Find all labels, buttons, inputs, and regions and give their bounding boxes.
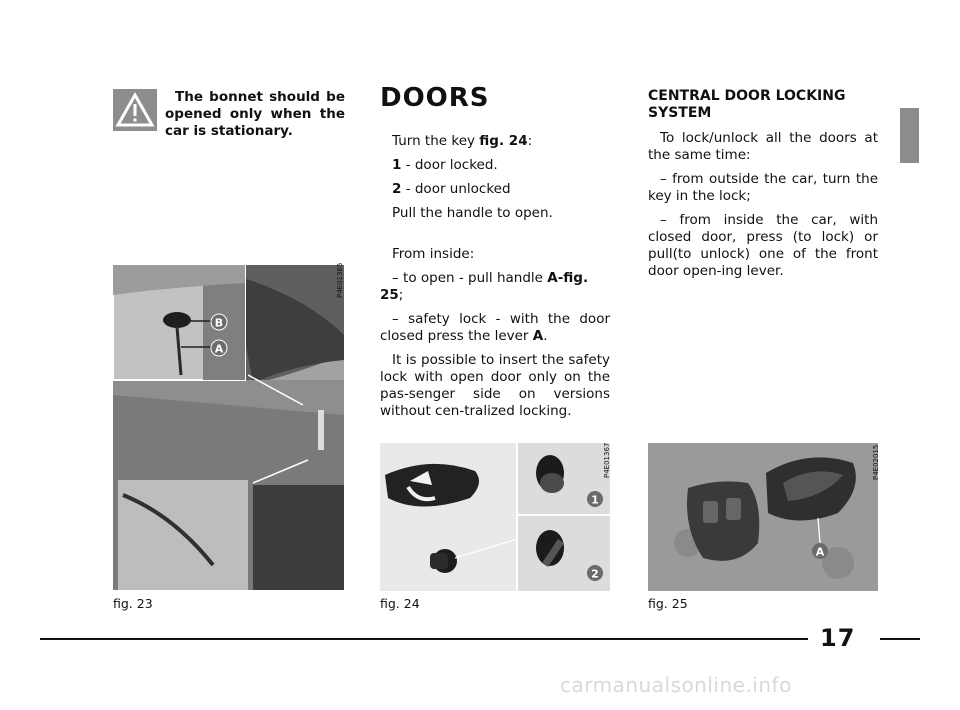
section-title-central-locking: CENTRAL DOOR LOCKING SYSTEM [648, 88, 846, 121]
doors-open: – to open - pull handle A-fig. 25; [380, 270, 589, 303]
watermark: carmanualsonline.info [560, 673, 792, 697]
door-key-photo [380, 443, 610, 591]
central-body [648, 130, 878, 287]
warning-triangle-icon [113, 89, 157, 131]
side-tab [900, 108, 919, 163]
central-p3: – from inside the car, with closed door, press (to lock) or pull(to unlock) one of the front door open-ing lever. [648, 212, 878, 279]
doors-item-2: 2 - door unlocked [392, 181, 511, 197]
bonnet-photo [113, 262, 344, 590]
fig24-label-1: 1 [591, 493, 599, 507]
fig24-label-2: 2 [591, 567, 599, 581]
doors-safety: – safety lock - with the door closed press the lever A. [380, 311, 610, 344]
figure-23-image [113, 262, 344, 590]
doors-intro: Turn the key fig. 24: [392, 133, 533, 149]
fig25-caption: fig. 25 [648, 596, 688, 611]
warning-box [113, 89, 157, 131]
footer-rule [40, 638, 808, 640]
doors-from-inside: From inside: [392, 246, 475, 262]
doors-body [380, 133, 610, 427]
fig24-caption: fig. 24 [380, 596, 420, 611]
section-title-doors: DOORS [380, 83, 490, 113]
fig23-code: P4E01365 [336, 262, 344, 298]
doors-insert: It is possible to insert the safety lock with open door only on the pas-senger side on versions without cen-tralized locking. [380, 352, 610, 419]
figure-25-image [648, 443, 878, 591]
fig24-code: P4E01367 [603, 442, 611, 478]
page-number: 17 [820, 624, 856, 652]
footer-rule-right [880, 638, 920, 640]
doors-item-1: 1 - door locked. [392, 157, 498, 173]
fig23-caption: fig. 23 [113, 596, 153, 611]
fig23-label-b: B [214, 316, 224, 330]
central-p1: To lock/unlock all the doors at the same time: [648, 130, 878, 163]
doors-pull: Pull the handle to open. [392, 205, 553, 221]
fig25-label-a: A [815, 545, 825, 559]
fig23-label-a: A [214, 342, 224, 356]
door-lever-photo [648, 443, 878, 591]
warning-text: The bonnet should be opened only when the car is stationary. [165, 89, 345, 139]
central-p2: – from outside the car, turn the key in the lock; [648, 171, 878, 204]
figure-24-image [380, 443, 610, 591]
fig25-code: P4E02015 [872, 444, 880, 480]
